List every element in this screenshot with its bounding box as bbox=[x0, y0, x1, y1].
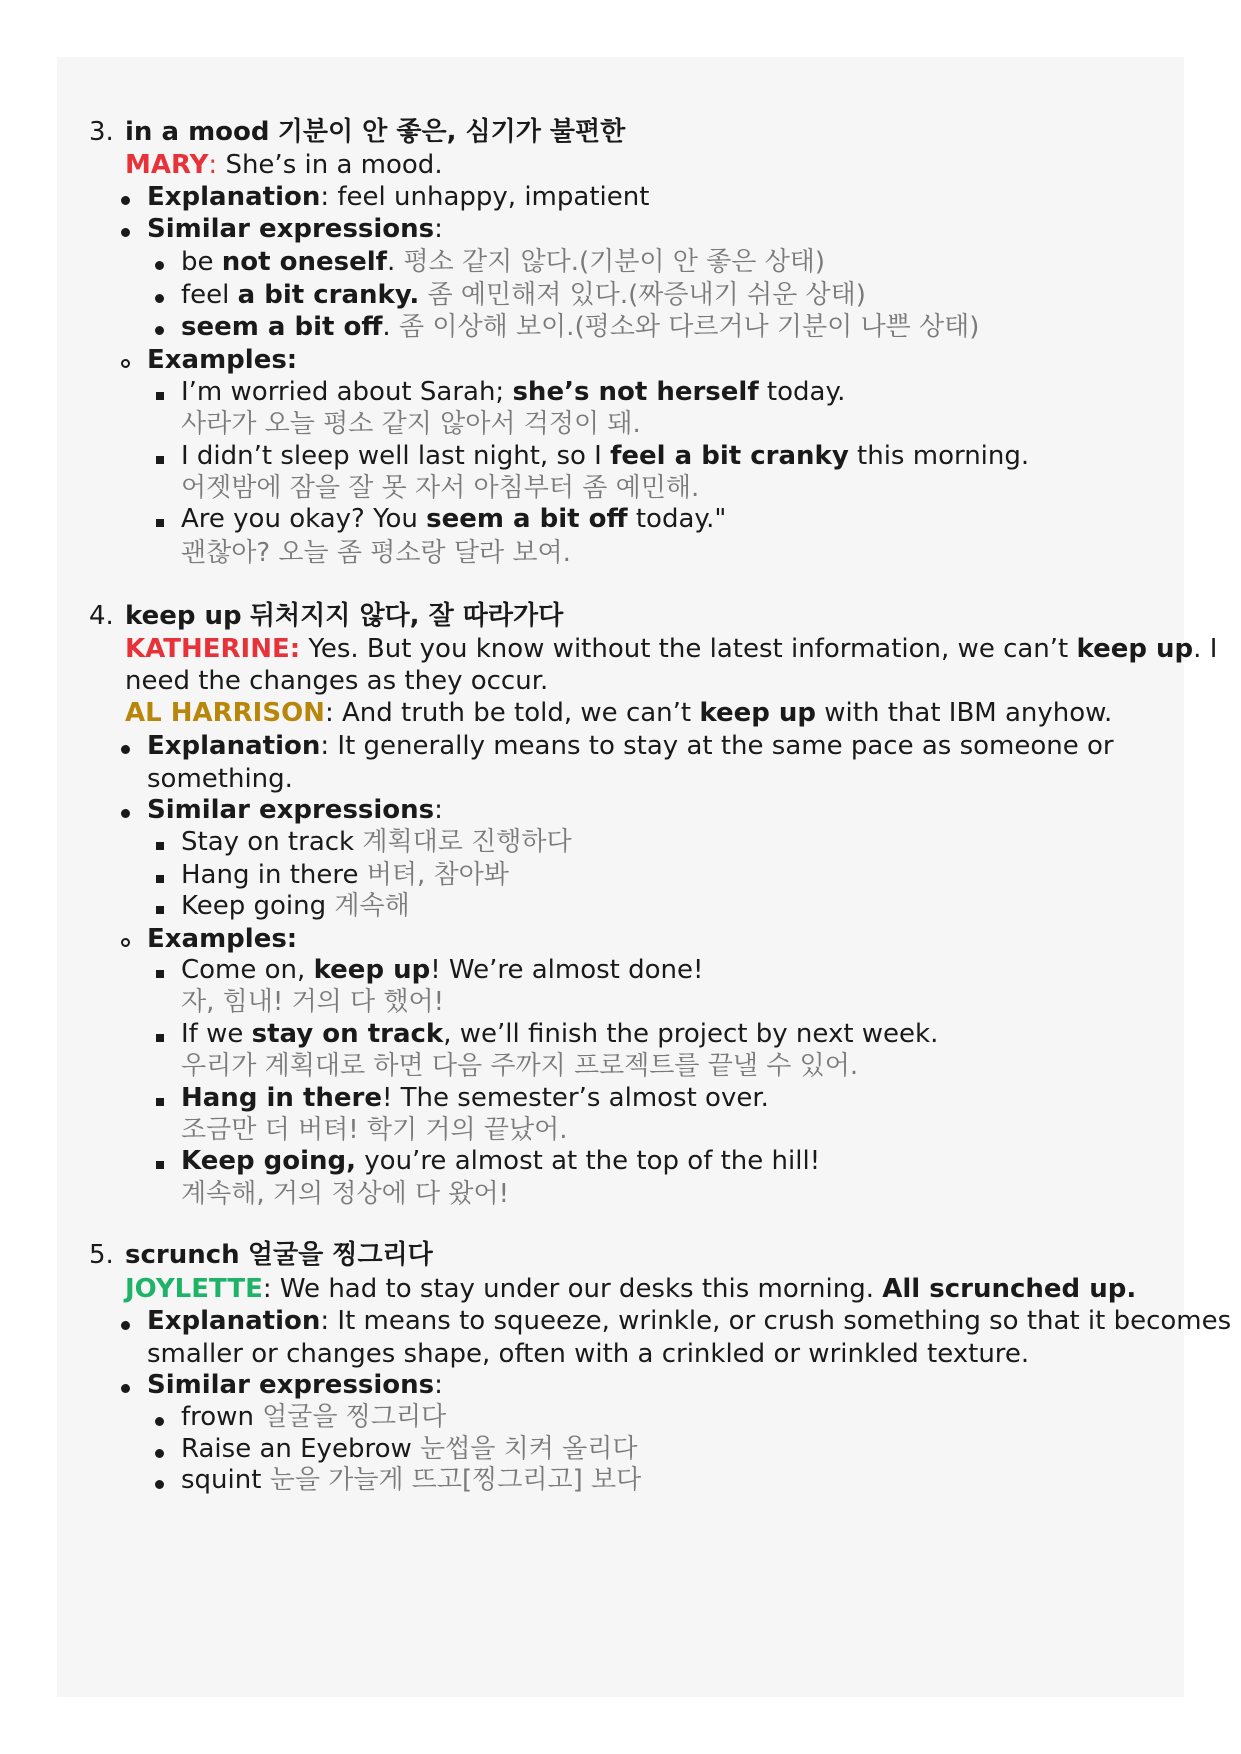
similar-expression-item: feel a bit cranky. 좀 예민해져 있다.(짜증내기 쉬운 상태) bbox=[181, 280, 866, 310]
similar-expression-item: frown 얼굴을 찡그리다 bbox=[181, 1402, 447, 1432]
square-bullet-icon bbox=[156, 875, 164, 883]
hollow-bullet-icon bbox=[121, 938, 130, 947]
bullet-icon bbox=[155, 1449, 164, 1458]
bullet-icon bbox=[121, 228, 130, 237]
examples-label: Examples: bbox=[147, 924, 298, 954]
example-translation: 우리가 계획대로 하면 다음 주까지 프로젝트를 끝낼 수 있어. bbox=[181, 1051, 859, 1081]
section-title: in a mood 기분이 안 좋은, 심기가 불편한 bbox=[125, 117, 626, 147]
section-title: scrunch 얼굴을 찡그리다 bbox=[125, 1240, 433, 1270]
similar-expression-item: Hang in there 버텨, 참아봐 bbox=[181, 860, 509, 890]
similar-expression-item: seem a bit off. 좀 이상해 보이.(평소와 다르거나 기분이 나쁜 상태) bbox=[181, 312, 980, 342]
dialogue-line: KATHERINE: Yes. But you know without the latest information, we can’t keep up. I bbox=[125, 634, 1218, 664]
explanation-continued: something. bbox=[147, 764, 293, 794]
example-translation: 괜찮아? 오늘 좀 평소랑 달라 보여. bbox=[181, 538, 571, 568]
bullet-icon bbox=[155, 1417, 164, 1426]
square-bullet-icon bbox=[156, 906, 164, 914]
bullet-icon bbox=[121, 745, 130, 754]
bullet-icon bbox=[121, 809, 130, 818]
similar-expressions-label: Similar expressions: bbox=[147, 214, 443, 244]
example-translation: 사라가 오늘 평소 같지 않아서 걱정이 돼. bbox=[181, 409, 641, 439]
square-bullet-icon bbox=[156, 456, 164, 464]
bullet-icon bbox=[121, 1384, 130, 1393]
section-number: 5. bbox=[89, 1240, 114, 1270]
square-bullet-icon bbox=[156, 1034, 164, 1042]
example-translation: 어젯밤에 잠을 잘 못 자서 아침부터 좀 예민해. bbox=[181, 473, 700, 503]
explanation-continued: smaller or changes shape, often with a crinkled or wrinkled texture. bbox=[147, 1339, 1030, 1369]
example-sentence: If we stay on track, we’ll finish the project by next week. bbox=[181, 1019, 939, 1049]
section-number: 4. bbox=[89, 601, 114, 631]
square-bullet-icon bbox=[156, 519, 164, 527]
explanation: Explanation: It generally means to stay at the same pace as someone or bbox=[147, 731, 1114, 761]
dialogue-line: MARY: She’s in a mood. bbox=[125, 150, 443, 180]
dialogue-line-continued: need the changes as they occur. bbox=[125, 666, 549, 696]
similar-expression-item: Keep going 계속해 bbox=[181, 891, 410, 921]
document-page bbox=[57, 57, 1232, 1697]
similar-expressions-label: Similar expressions: bbox=[147, 795, 443, 825]
example-sentence: I didn’t sleep well last night, so I feel a bit cranky this morning. bbox=[181, 441, 1030, 471]
square-bullet-icon bbox=[156, 970, 164, 978]
example-translation: 자, 힘내! 거의 다 했어! bbox=[181, 987, 445, 1017]
speaker-name: KATHERINE: bbox=[125, 634, 301, 664]
explanation: Explanation: It means to squeeze, wrinkle, or crush something so that it becomes bbox=[147, 1306, 1232, 1336]
bullet-icon bbox=[155, 261, 164, 270]
similar-expression-item: Stay on track 계획대로 진행하다 bbox=[181, 827, 572, 857]
explanation: Explanation: feel unhappy, impatient bbox=[147, 182, 650, 212]
square-bullet-icon bbox=[156, 1098, 164, 1106]
square-bullet-icon bbox=[156, 392, 164, 400]
speaker-name: JOYLETTE bbox=[125, 1274, 263, 1304]
square-bullet-icon bbox=[156, 842, 164, 850]
hollow-bullet-icon bbox=[121, 359, 130, 368]
bullet-icon bbox=[121, 1321, 130, 1330]
example-sentence: I’m worried about Sarah; she’s not herself today. bbox=[181, 377, 846, 407]
example-sentence: Are you okay? You seem a bit off today." bbox=[181, 504, 727, 534]
bullet-icon bbox=[121, 196, 130, 205]
examples-label: Examples: bbox=[147, 345, 298, 375]
bullet-icon bbox=[155, 294, 164, 303]
square-bullet-icon bbox=[156, 1161, 164, 1169]
dialogue-line: AL HARRISON: And truth be told, we can’t keep up with that IBM anyhow. bbox=[125, 698, 1113, 728]
speaker-name: MARY bbox=[125, 150, 209, 180]
section-title: keep up 뒤처지지 않다, 잘 따라가다 bbox=[125, 601, 564, 631]
example-sentence: Keep going, you’re almost at the top of the hill! bbox=[181, 1146, 821, 1176]
example-sentence: Hang in there! The semester’s almost over. bbox=[181, 1083, 769, 1113]
bullet-icon bbox=[155, 1480, 164, 1489]
similar-expression-item: Raise an Eyebrow 눈썹을 치켜 올리다 bbox=[181, 1434, 638, 1464]
example-sentence: Come on, keep up! We’re almost done! bbox=[181, 955, 704, 985]
speaker-name: AL HARRISON bbox=[125, 698, 325, 728]
similar-expressions-label: Similar expressions: bbox=[147, 1370, 443, 1400]
similar-expression-item: squint 눈을 가늘게 뜨고[찡그리고] 보다 bbox=[181, 1465, 642, 1495]
example-translation: 계속해, 거의 정상에 다 왔어! bbox=[181, 1179, 510, 1209]
bullet-icon bbox=[155, 326, 164, 335]
section-number: 3. bbox=[89, 117, 114, 147]
example-translation: 조금만 더 버텨! 학기 거의 끝났어. bbox=[181, 1115, 568, 1145]
dialogue-line: JOYLETTE: We had to stay under our desks this morning. All scrunched up. bbox=[125, 1274, 1137, 1304]
similar-expression-item: be not oneself. 평소 같지 않다.(기분이 안 좋은 상태) bbox=[181, 247, 825, 277]
